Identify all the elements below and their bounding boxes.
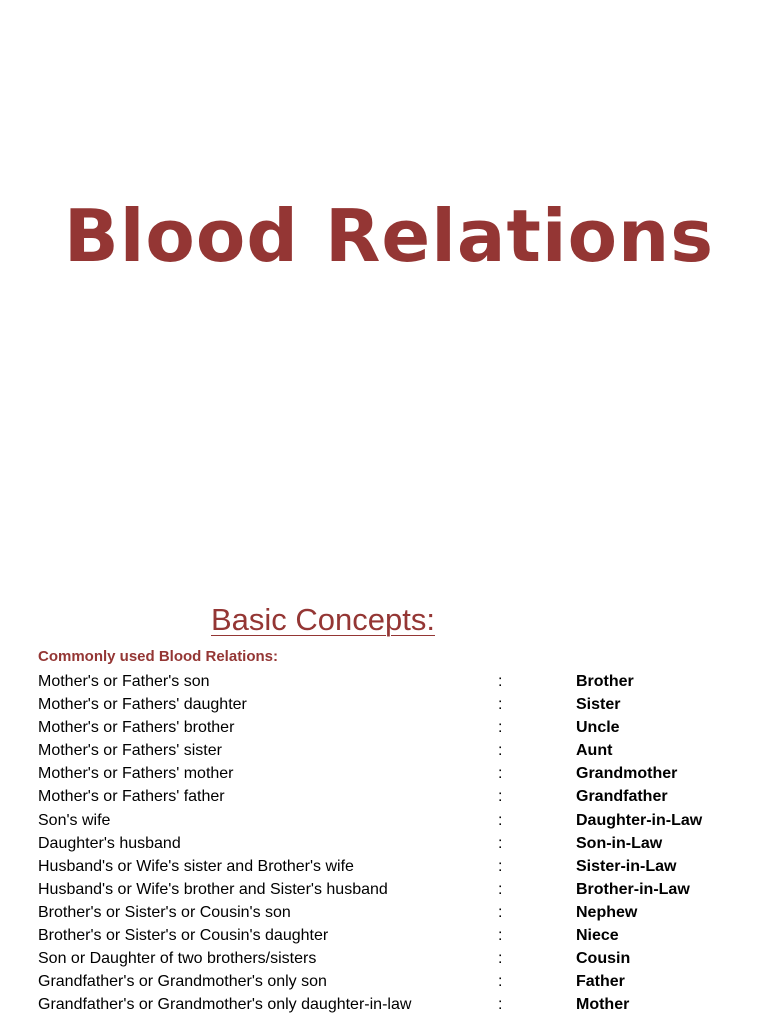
relation-row bbox=[38, 924, 738, 947]
relation-term: Aunt bbox=[576, 742, 613, 760]
relation-separator: : bbox=[498, 696, 503, 714]
relation-row bbox=[38, 832, 738, 855]
relation-term: Grandfather bbox=[576, 788, 668, 806]
relation-separator: : bbox=[498, 880, 503, 898]
relation-row bbox=[38, 762, 738, 785]
relation-separator: : bbox=[498, 996, 503, 1014]
relation-separator: : bbox=[498, 673, 503, 690]
relation-separator: : bbox=[498, 973, 503, 991]
relation-row bbox=[38, 947, 738, 970]
relation-description: Mother's or Fathers' father bbox=[38, 788, 225, 806]
relation-term: Nephew bbox=[576, 903, 638, 921]
relation-description: Husband's or Wife's brother and Sister's husband bbox=[38, 880, 388, 898]
relation-row bbox=[38, 993, 738, 1016]
relation-description: Brother's or Sister's or Cousin's son bbox=[38, 903, 291, 921]
relation-term: Brother bbox=[576, 673, 634, 690]
relation-separator: : bbox=[498, 788, 503, 806]
relation-row bbox=[38, 670, 738, 693]
page-title: Blood Relations bbox=[63, 194, 715, 278]
relation-term: Uncle bbox=[576, 719, 620, 737]
relation-term: Cousin bbox=[576, 950, 631, 968]
relation-description: Mother's or Father's son bbox=[38, 673, 210, 690]
relation-description: Mother's or Fathers' daughter bbox=[38, 696, 247, 714]
relation-separator: : bbox=[498, 811, 503, 829]
relation-term: Niece bbox=[576, 927, 619, 945]
relation-term: Brother-in-Law bbox=[576, 880, 690, 898]
relation-row bbox=[38, 901, 738, 924]
relation-separator: : bbox=[498, 950, 503, 968]
relations-list bbox=[38, 670, 738, 1016]
relation-term: Grandmother bbox=[576, 765, 678, 783]
section-subtitle: Basic Concepts: bbox=[211, 602, 435, 637]
relation-separator: : bbox=[498, 857, 503, 875]
relation-description: Husband's or Wife's sister and Brother's wife bbox=[38, 857, 354, 875]
relation-separator: : bbox=[498, 834, 503, 852]
relation-row bbox=[38, 878, 738, 901]
relation-description: Son's wife bbox=[38, 811, 111, 829]
relation-row bbox=[38, 739, 738, 762]
relation-term: Daughter-in-Law bbox=[576, 811, 703, 829]
relation-term: Sister-in-Law bbox=[576, 857, 677, 875]
relation-row bbox=[38, 785, 738, 808]
relation-description: Daughter's husband bbox=[38, 834, 181, 852]
relation-description: Brother's or Sister's or Cousin's daughter bbox=[38, 927, 329, 945]
relation-row bbox=[38, 809, 738, 832]
section-heading: Commonly used Blood Relations: bbox=[38, 648, 279, 665]
relation-description: Grandfather's or Grandmother's only daughter-in-law bbox=[38, 996, 412, 1014]
relation-description: Mother's or Fathers' mother bbox=[38, 765, 234, 783]
relation-description: Mother's or Fathers' sister bbox=[38, 742, 222, 760]
relation-separator: : bbox=[498, 765, 503, 783]
relation-description: Mother's or Fathers' brother bbox=[38, 719, 235, 737]
relation-row bbox=[38, 855, 738, 878]
relation-row bbox=[38, 716, 738, 739]
relation-description: Son or Daughter of two brothers/sisters bbox=[38, 950, 317, 968]
relation-separator: : bbox=[498, 742, 503, 760]
relation-separator: : bbox=[498, 927, 503, 945]
relation-term: Mother bbox=[576, 996, 630, 1014]
relation-term: Son-in-Law bbox=[576, 834, 663, 852]
relation-description: Grandfather's or Grandmother's only son bbox=[38, 973, 327, 991]
relation-row bbox=[38, 693, 738, 716]
relation-separator: : bbox=[498, 719, 503, 737]
relation-term: Sister bbox=[576, 696, 621, 714]
relation-row bbox=[38, 970, 738, 993]
relation-separator: : bbox=[498, 903, 503, 921]
relation-term: Father bbox=[576, 973, 625, 991]
